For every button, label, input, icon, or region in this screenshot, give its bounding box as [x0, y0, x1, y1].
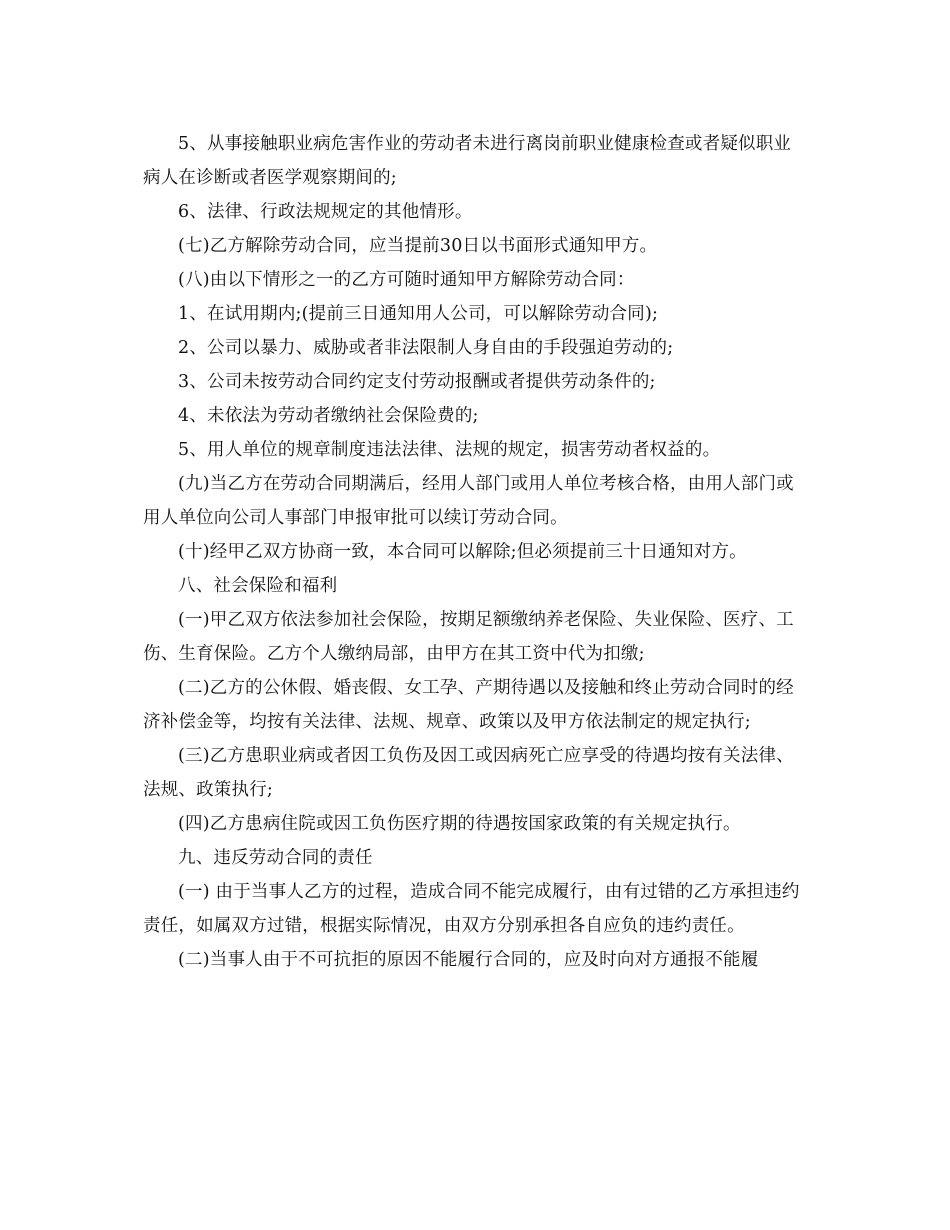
paragraph: 6、法律、行政法规规定的其他情形。 — [178, 202, 473, 222]
paragraph: (二)乙方的公休假、婚丧假、女工孕、产期待遇以及接触和终止劳动合同时的经济补偿金等，均按有关法律、法规、规章、政策以及甲方依法制定的规定执行; — [143, 678, 794, 732]
paragraph: 2、公司以暴力、威胁或者非法限制人身自由的手段强迫劳动的; — [178, 338, 674, 358]
paragraph: (八)由以下情形之一的乙方可随时通知甲方解除劳动合同： — [178, 270, 635, 290]
paragraph: (四)乙方患病住院或因工负伤医疗期的待遇按国家政策的有关规定执行。 — [178, 814, 741, 834]
paragraph: (一) 由于当事人乙方的过程，造成合同不能完成履行，由有过错的乙方承担违约责任，如属双方过错，根据实际情况，由双方分别承担各自应负的违约责任。 — [143, 882, 800, 936]
paragraph: (三)乙方患职业病或者因工负伤及因工或因病死亡应享受的待遇均按有关法律、法规、政策执行; — [143, 746, 794, 800]
paragraph: (十)经甲乙双方协商一致，本合同可以解除;但必须提前三十日通知对方。 — [178, 542, 747, 562]
paragraph: 4、未依法为劳动者缴纳社会保险费的; — [178, 406, 479, 426]
paragraph: (一)甲乙双方依法参加社会保险，按期足额缴纳养老保险、失业保险、医疗、工伤、生育保险。乙方个人缴纳局部，由甲方在其工资中代为扣缴; — [143, 610, 794, 664]
section-heading: 九、违反劳动合同的责任 — [178, 848, 373, 868]
paragraph: 3、公司未按劳动合同约定支付劳动报酬或者提供劳动条件的; — [178, 372, 656, 392]
paragraph: 5、从事接触职业病危害作业的劳动者未进行离岗前职业健康检查或者疑似职业病人在诊断或者医学观察期间的; — [143, 134, 792, 188]
paragraph: 5、用人单位的规章制度违法法律、法规的规定，损害劳动者权益的。 — [178, 440, 721, 460]
paragraph: 1、在试用期内;(提前三日通知用人公司，可以解除劳动合同); — [178, 304, 659, 324]
paragraph: (七)乙方解除劳动合同，应当提前30日以书面形式通知甲方。 — [178, 236, 658, 256]
document-body — [143, 127, 808, 977]
paragraph: (二)当事人由于不可抗拒的原因不能履行合同的，应及时向对方通报不能履 — [178, 950, 759, 970]
section-heading: 八、社会保险和福利 — [178, 576, 338, 596]
paragraph: (九)当乙方在劳动合同期满后，经用人部门或用人单位考核合格，由用人部门或用人单位向公司人事部门申报审批可以续订劳动合同。 — [143, 474, 794, 528]
